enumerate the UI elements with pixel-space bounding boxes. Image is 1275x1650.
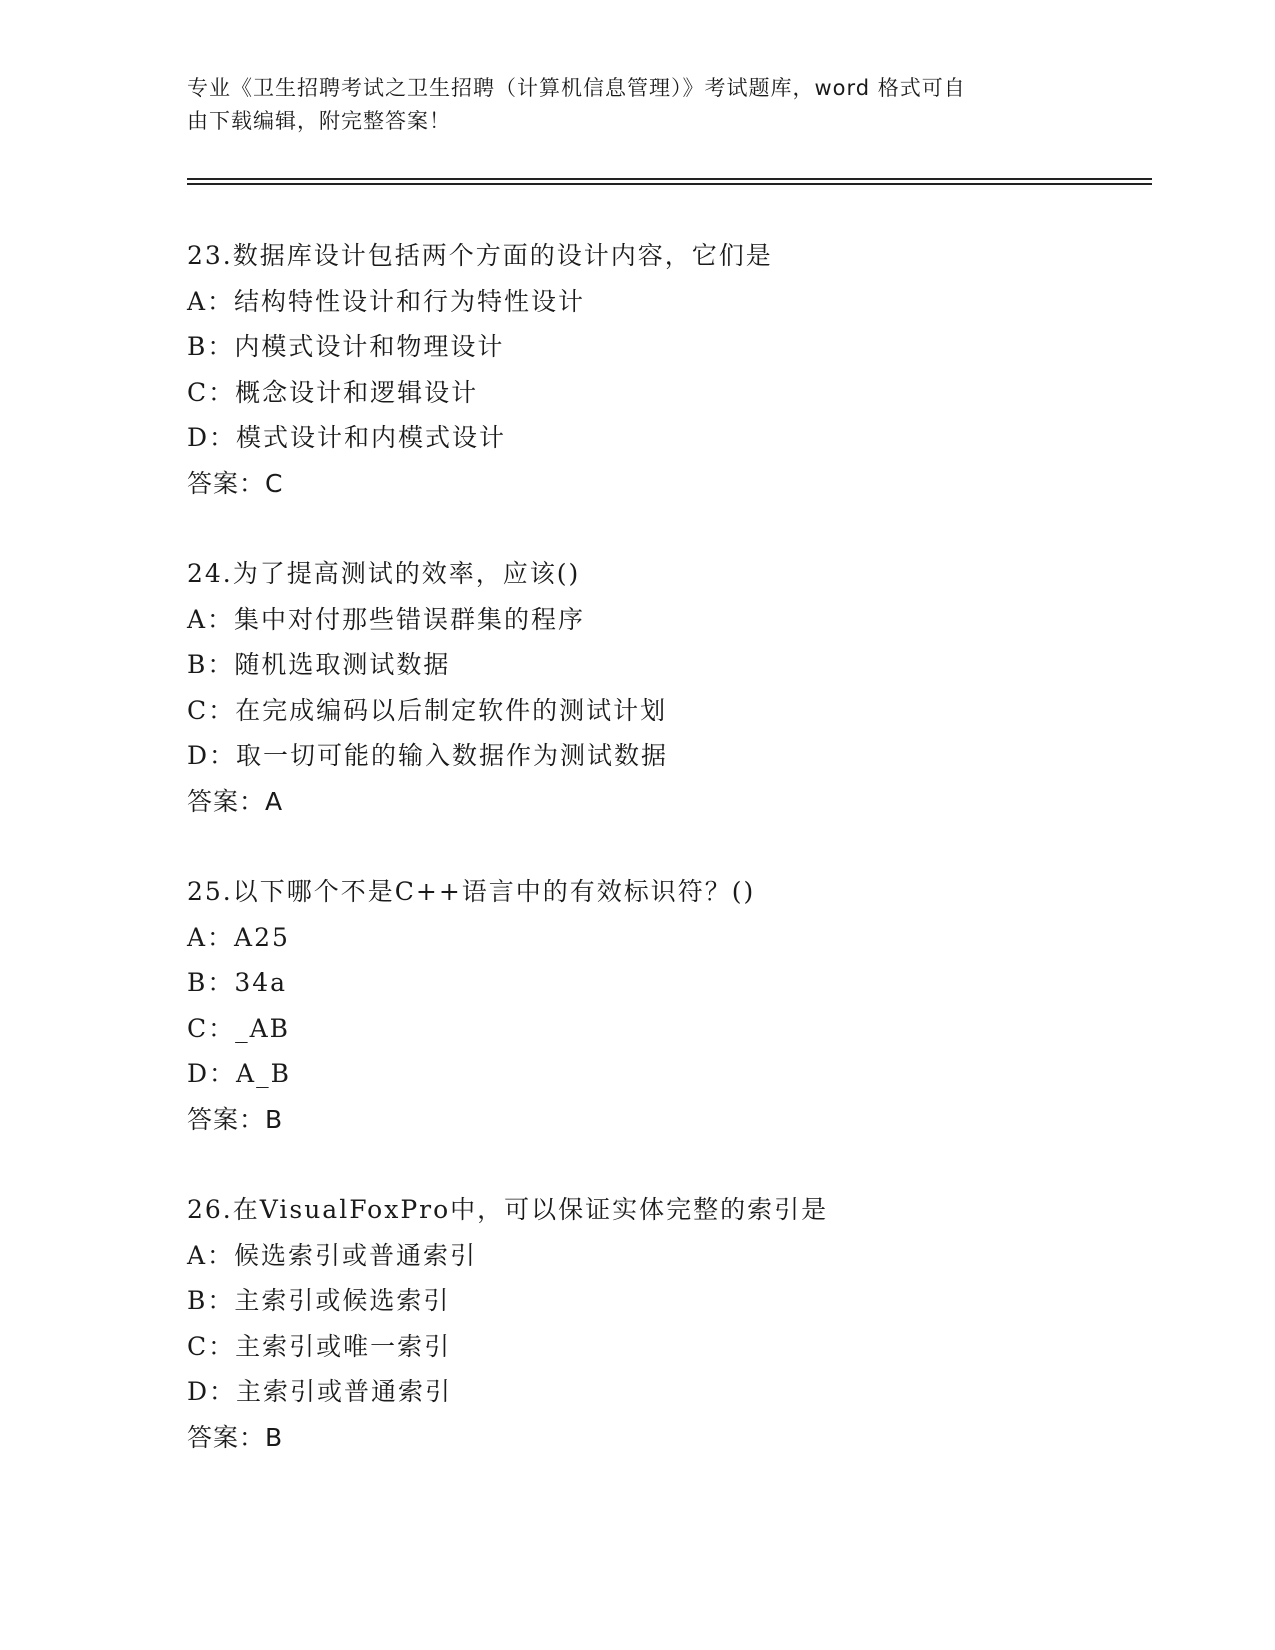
option-c: C：主索引或唯一索引 — [187, 1331, 452, 1361]
question-stem: 26.在VisualFoxPro中，可以保证实体完整的索引是 — [187, 1195, 829, 1224]
option-d: D：模式设计和内模式设计 — [187, 423, 507, 452]
option-a: A：结构特性设计和行为特性设计 — [187, 286, 586, 316]
header-line-1: 专业《卫生招聘考试之卫生招聘（计算机信息管理）》考试题库，word 格式可自 — [187, 76, 966, 100]
option-a: A：集中对付那些错误群集的程序 — [187, 604, 586, 634]
header-rule-top — [187, 178, 1152, 180]
option-d: D：主索引或普通索引 — [187, 1377, 453, 1406]
option-b: B：内模式设计和物理设计 — [187, 332, 505, 361]
question-25 — [187, 869, 1147, 1142]
question-26 — [187, 1187, 1147, 1460]
question-list — [187, 233, 1147, 1505]
option-d: D：取一切可能的输入数据作为测试数据 — [187, 741, 669, 770]
option-b: B：34a — [187, 968, 288, 997]
option-a: A：A25 — [187, 922, 290, 952]
answer: 答案：B — [187, 1422, 284, 1452]
question-stem: 24.为了提高测试的效率，应该() — [187, 559, 581, 588]
answer: 答案：C — [187, 468, 284, 498]
option-b: B：随机选取测试数据 — [187, 650, 451, 679]
option-b: B：主索引或候选索引 — [187, 1286, 451, 1315]
question-stem: 23.数据库设计包括两个方面的设计内容，它们是 — [187, 241, 773, 270]
document-header — [187, 72, 1067, 138]
header-line-2: 由下载编辑，附完整答案！ — [187, 109, 451, 133]
question-24 — [187, 551, 1147, 824]
option-d: D：A_B — [187, 1059, 291, 1088]
option-a: A：候选索引或普通索引 — [187, 1240, 478, 1270]
question-23 — [187, 233, 1147, 506]
option-c: C：在完成编码以后制定软件的测试计划 — [187, 695, 668, 725]
header-rule-bottom — [187, 183, 1152, 185]
answer: 答案：B — [187, 1104, 284, 1134]
option-c: C：概念设计和逻辑设计 — [187, 377, 479, 407]
answer: 答案：A — [187, 786, 284, 816]
option-c: C：_AB — [187, 1013, 291, 1043]
question-stem: 25.以下哪个不是C++语言中的有效标识符？() — [187, 877, 756, 906]
